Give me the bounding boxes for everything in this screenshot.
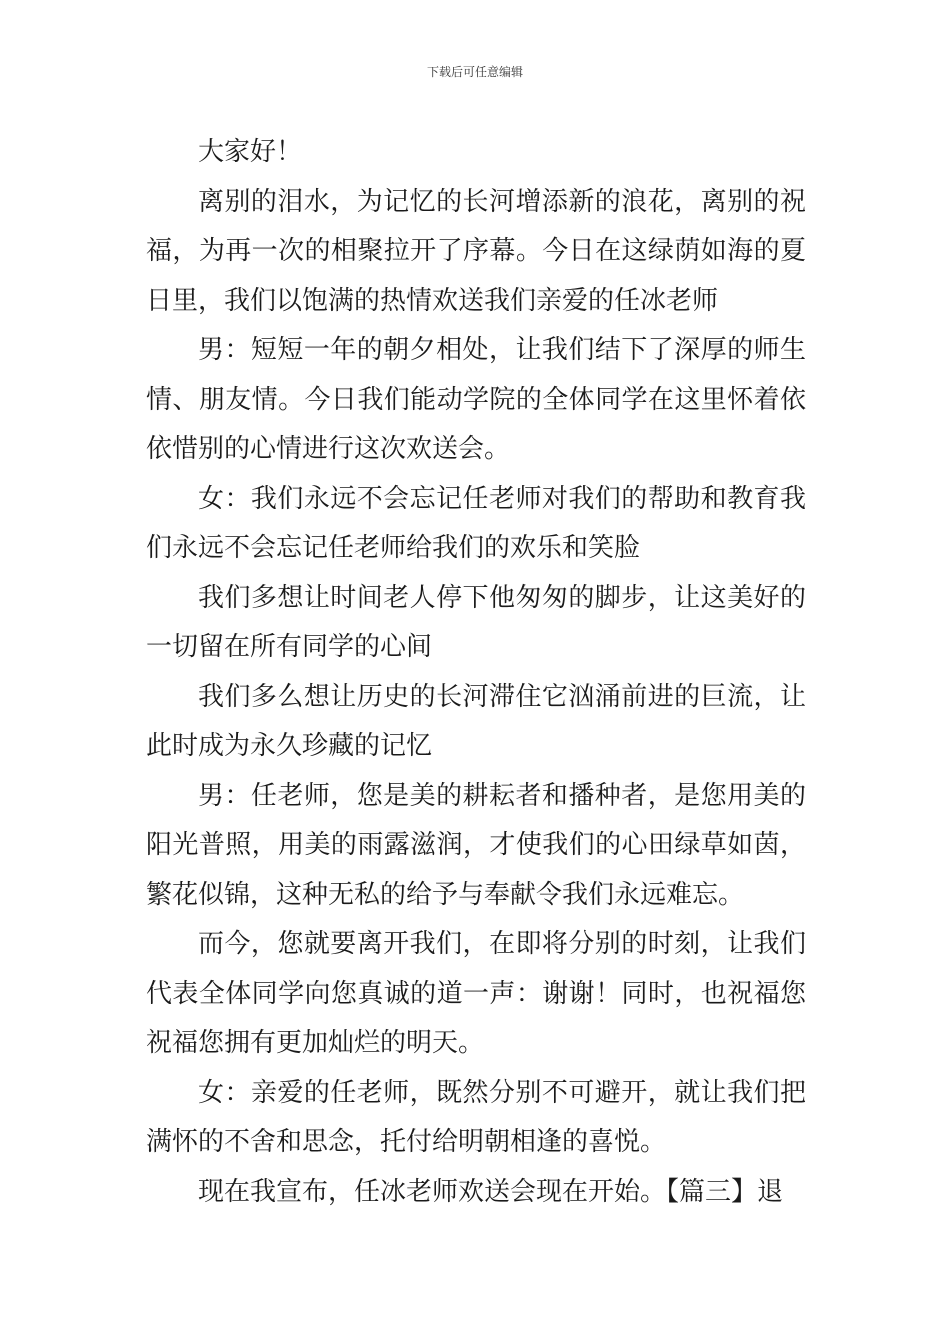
- page-header: 下载后可任意编辑: [426, 65, 523, 79]
- document-body: [146, 128, 806, 1217]
- paragraph: 女：亲爱的任老师，既然分别不可避开，就让我们把满怀的不舍和思念，托付给明朝相逢的喜悦。: [146, 1077, 806, 1157]
- paragraph: 我们多么想让历史的长河滞住它汹涌前进的巨流，让此时成为永久珍藏的记忆: [146, 681, 806, 761]
- paragraph: 我们多想让时间老人停下他匆匆的脚步，让这美好的一切留在所有同学的心间: [146, 582, 806, 662]
- paragraph: 男：任老师，您是美的耕耘者和播种者，是您用美的阳光普照，用美的雨露滋润，才使我们的心田绿草如茵，繁花似锦，这种无私的给予与奉献令我们永远难忘。: [146, 780, 806, 910]
- paragraph: 而今，您就要离开我们，在即将分别的时刻，让我们代表全体同学向您真诚的道一声：谢谢！同时，也祝福您祝福您拥有更加灿烂的明天。: [146, 929, 806, 1058]
- paragraph: 离别的泪水，为记忆的长河增添新的浪花，离别的祝福，为再一次的相聚拉开了序幕。今日在这绿荫如海的夏日里，我们以饱满的热情欢送我们亲爱的任冰老师: [146, 186, 806, 316]
- paragraph: 男：短短一年的朝夕相处，让我们结下了深厚的师生情、朋友情。今日我们能动学院的全体同学在这里怀着依依惜别的心情进行这次欢送会。: [146, 335, 806, 464]
- paragraph-greeting: 大家好！: [198, 137, 303, 167]
- paragraph: 现在我宣布，任冰老师欢送会现在开始。【篇三】退: [198, 1176, 784, 1207]
- paragraph: 女：我们永远不会忘记任老师对我们的帮助和教育我们永远不会忘记任老师给我们的欢乐和笑脸: [146, 483, 806, 563]
